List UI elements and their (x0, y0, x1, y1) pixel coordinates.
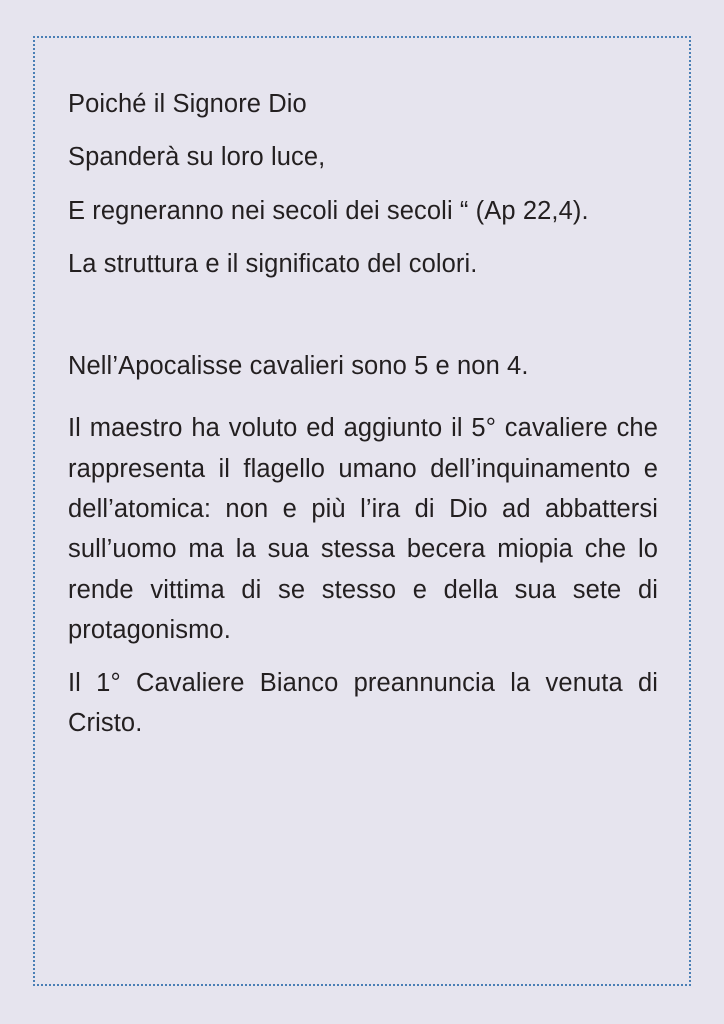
paragraph-5: Nell’Apocalisse cavalieri sono 5 e non 4. (68, 352, 529, 381)
paragraph-7: Il 1° Cavaliere Bianco preannuncia la venuta di Cristo. (68, 669, 658, 738)
spacer (68, 650, 658, 663)
document-text-body (68, 84, 658, 744)
spacer (68, 124, 658, 137)
paragraph-2: Spanderà su loro luce, (68, 143, 326, 172)
spacer-large (68, 284, 658, 346)
paragraph-1: Poiché il Signore Dio (68, 90, 307, 118)
paragraph-4: La struttura e il significato del colori. (68, 249, 478, 278)
spacer (68, 386, 658, 408)
paragraph-6: Il maestro ha voluto ed aggiunto il 5° cavaliere che rappresenta il flagello umano dell’inquinamento e dell’atomica: non e più l’ira di Dio ad abbattersi sull’uomo ma la sua stessa becera miopia che lo rende vittima di se stesso e della sua sete di protagonismo. (68, 414, 658, 644)
spacer (68, 178, 658, 191)
paragraph-3: E regneranno nei secoli dei secoli “ (Ap 22,4). (68, 196, 589, 225)
spacer (68, 231, 658, 244)
